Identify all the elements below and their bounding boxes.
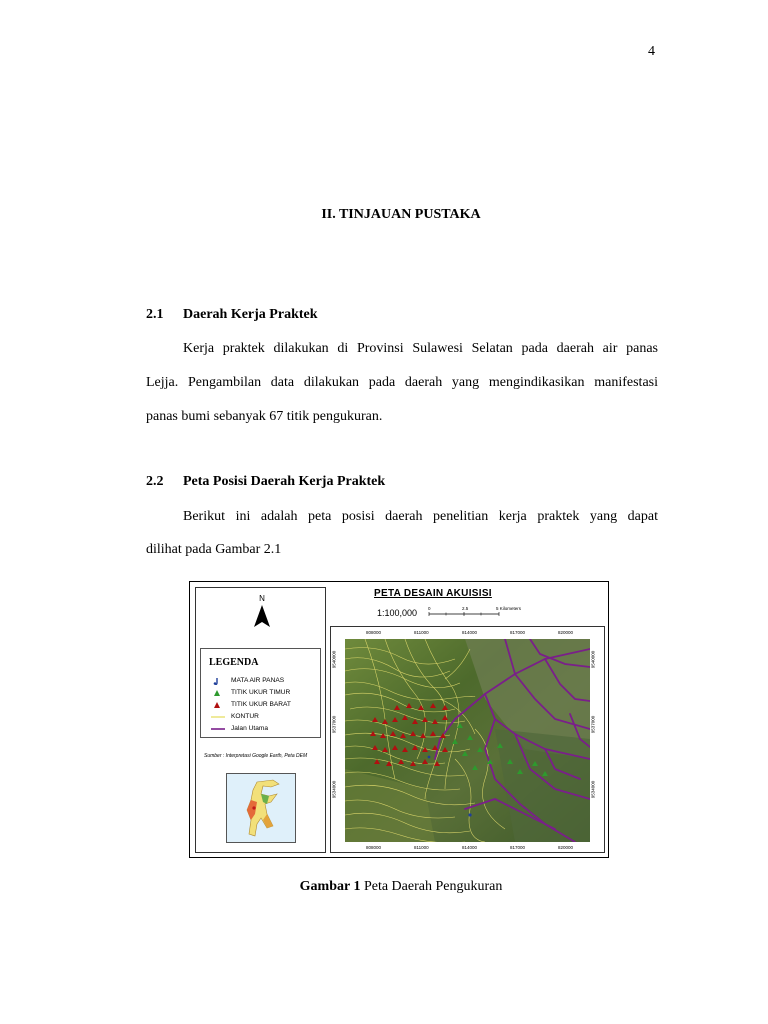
legend-item [209,700,321,710]
figure-caption [0,879,768,895]
paragraph-line: dilihat pada Gambar 2.1 [146,542,282,557]
map-source: Sumber : Interpretasi Google Earth, Peta DEM [204,753,308,759]
paragraph-line: Berikut ini adalah peta posisi daerah penelitian kerja praktek yang dapat [183,509,658,524]
map-scale: 1:100,000 [377,608,418,618]
paragraph-line: Lejja. Pengambilan data dilakukan pada daerah yang mengindikasikan manifestasi [146,375,658,390]
scalebar-label: 0 [428,606,431,611]
satellite-map [345,639,590,842]
red-triangle-icon [211,701,225,709]
map-side-panel [195,587,326,853]
y-coordinate: 9540000 [331,650,337,669]
section-number: 2.1 [146,307,164,322]
hot-spring-icon [211,677,225,685]
north-arrow [252,594,272,627]
x-coordinate: 820000 [558,630,574,635]
legend [200,648,321,738]
x-coordinate: 808000 [366,845,382,850]
map-figure [189,581,609,858]
x-coordinate: 814000 [462,845,478,850]
caption-label: Gambar 1 [299,879,361,894]
section-number: 2.2 [146,474,164,489]
north-label: N [259,594,265,603]
map-title: PETA DESAIN AKUISISI [374,588,492,599]
caption-text: Peta Daerah Pengukuran [360,879,503,894]
satellite-map-image [345,639,590,842]
green-triangle-icon [211,689,225,697]
legend-title: LEGENDA [209,657,259,668]
x-coordinate: 817000 [510,630,526,635]
y-coordinate: 9537000 [331,715,337,734]
section-title: Daerah Kerja Praktek [183,307,318,322]
road-line-icon [211,725,225,733]
legend-item [209,712,321,722]
map-frame [330,626,605,853]
legend-label: TITIK UKUR BARAT [231,701,291,708]
scalebar-label: 5 Kilometers [496,606,522,611]
x-coordinate: 811000 [414,845,429,850]
section-heading [146,474,385,490]
x-coordinate: 814000 [462,630,478,635]
legend-item [209,676,321,686]
legend-item [209,724,321,734]
section-heading [146,307,318,323]
legend-label: Jalan Utama [231,725,269,732]
y-coordinate: 9537000 [590,715,596,734]
legend-label: TITIK UKUR TIMUR [231,689,291,696]
legend-label: MATA AIR PANAS [231,677,285,684]
legend-item [209,688,321,698]
chapter-title: II. TINJAUAN PUSTAKA [321,207,481,222]
contour-line-icon [211,713,225,721]
y-coordinate: 9534000 [331,780,337,799]
scalebar-label: 2.5 [462,606,469,611]
paragraph-line: Kerja praktek dilakukan di Provinsi Sulawesi Selatan pada daerah air panas [183,341,658,356]
page-number: 4 [648,44,655,59]
location-inset-map [226,773,296,843]
scale-bar [428,605,528,619]
x-coordinate: 808000 [366,630,382,635]
x-coordinate: 817000 [510,845,526,850]
north-arrow-icon [254,605,270,627]
paragraph-line: panas bumi sebanyak 67 titik pengukuran. [146,409,383,424]
section-title: Peta Posisi Daerah Kerja Praktek [183,474,386,489]
y-coordinate: 9534000 [590,780,596,799]
x-coordinate: 820000 [558,845,574,850]
legend-label: KONTUR [231,713,259,720]
x-coordinate: 811000 [414,630,429,635]
sulawesi-inset-icon [227,774,295,842]
y-coordinate: 9540000 [590,650,596,669]
